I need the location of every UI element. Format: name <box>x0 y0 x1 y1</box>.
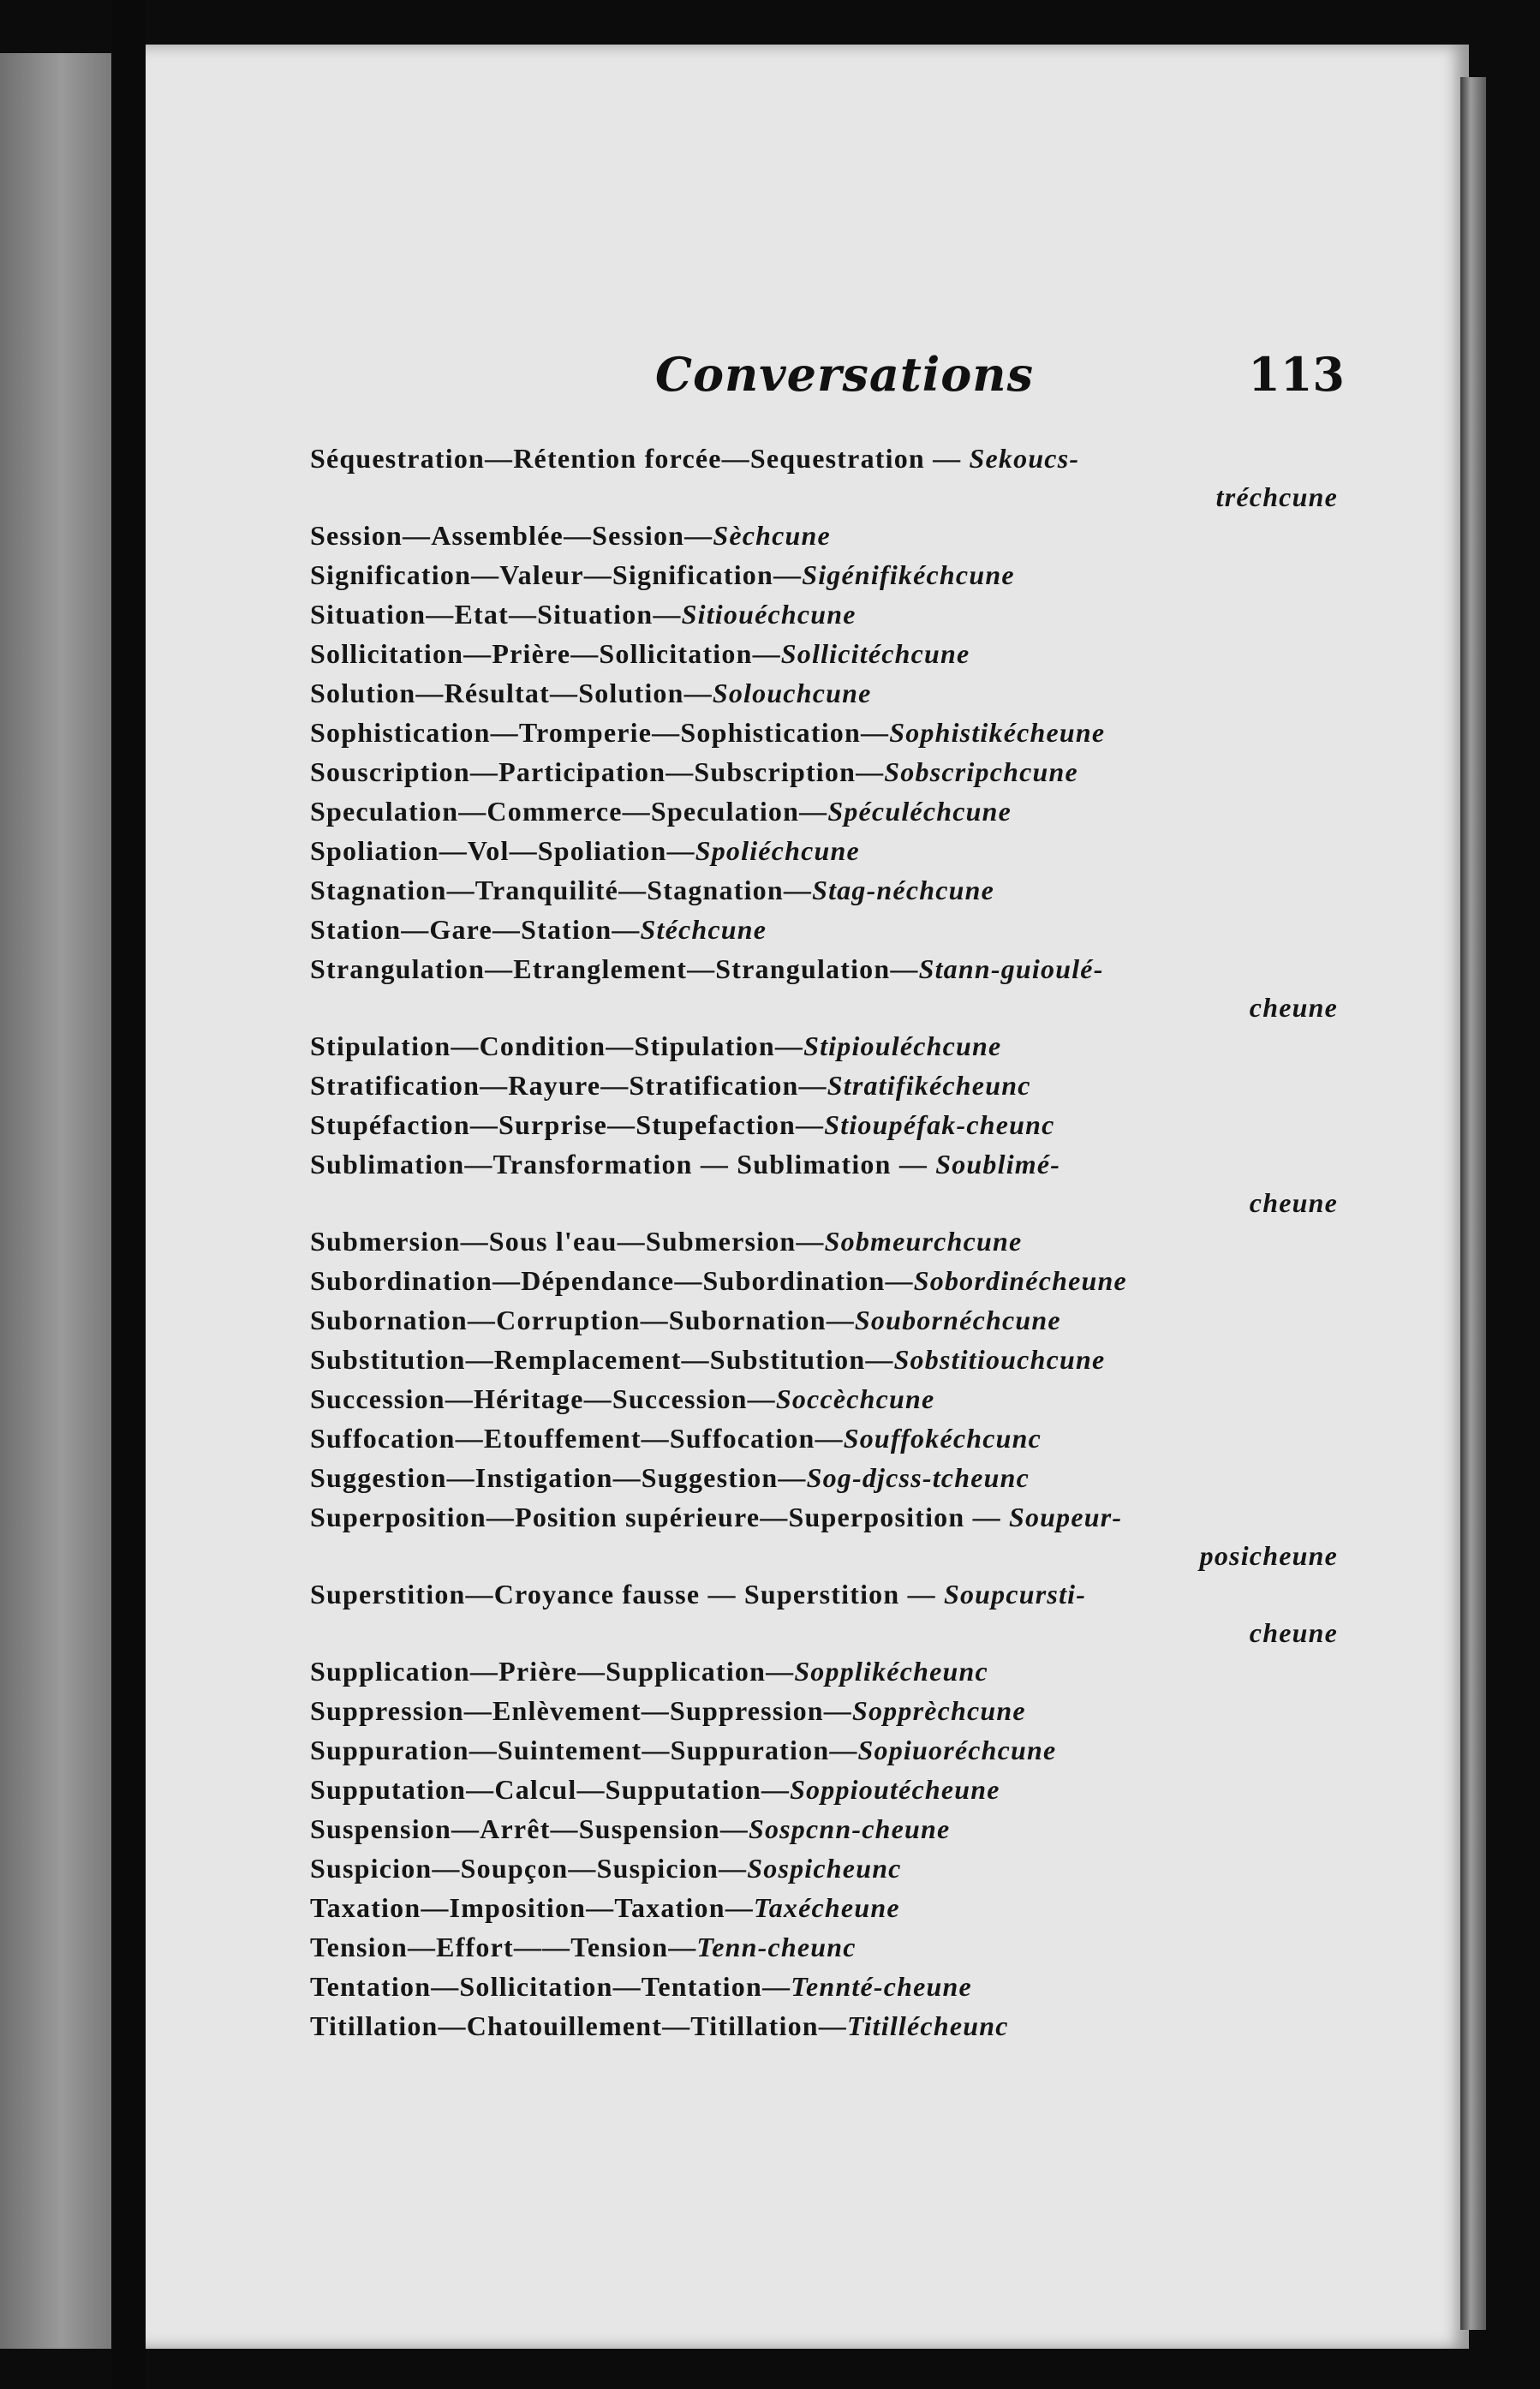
entry-terms: Substitution—Remplacement—Substitution— <box>310 1344 894 1375</box>
entry-terms: Taxation—Imposition—Taxation— <box>310 1892 754 1923</box>
entry-terms: Suffocation—Etouffement—Suffocation— <box>310 1423 844 1454</box>
entry-pronunciation: Solouchcune <box>712 678 872 708</box>
page-header <box>308 347 1345 415</box>
entry-pronunciation: Sitiouéchcune <box>681 599 857 630</box>
vocabulary-entry <box>310 831 1338 870</box>
entry-pronunciation: Stéchcune <box>640 914 767 945</box>
entry-pronunciation: Stag-néchcune <box>812 875 995 905</box>
vocabulary-entry <box>310 713 1338 752</box>
entry-terms: Superstition—Croyance fausse — Superstition — <box>310 1579 944 1610</box>
entry-terms: Solution—Résultat—Solution— <box>310 678 713 708</box>
vocabulary-entry <box>310 1927 1338 1967</box>
vocabulary-entry <box>310 1651 1338 1691</box>
entry-terms: Signification—Valeur—Signification— <box>310 559 803 590</box>
entry-pronunciation: Soppioutécheune <box>790 1774 1000 1805</box>
entry-pronunciation: Sobmeurchcune <box>824 1226 1023 1257</box>
entry-pronunciation: Stipiouléchcune <box>803 1030 1002 1061</box>
entry-terms: Spoliation—Vol—Spoliation— <box>310 835 695 866</box>
entry-pronunciation-continued: posicheune <box>1199 1540 1338 1571</box>
vocabulary-entry <box>310 673 1338 713</box>
entry-pronunciation: Spoliéchcune <box>695 835 860 866</box>
vocabulary-entry <box>310 791 1338 831</box>
entry-terms: Suspicion—Soupçon—Suspicion— <box>310 1853 748 1884</box>
entry-terms: Stipulation—Condition—Stipulation— <box>310 1030 804 1061</box>
vocabulary-entry <box>310 1967 1338 2006</box>
entry-terms: Sublimation—Transformation — Sublimation — <box>310 1149 936 1180</box>
entry-terms: Situation—Etat—Situation— <box>310 599 682 630</box>
vocabulary-entry <box>310 870 1338 910</box>
entry-pronunciation: Stratifikécheunc <box>827 1070 1031 1101</box>
entry-terms: Strangulation—Etranglement—Strangulation— <box>310 953 919 984</box>
entry-pronunciation: Soupcursti- <box>943 1579 1087 1610</box>
entry-terms: Subornation—Corruption—Subornation— <box>310 1305 855 1335</box>
entry-terms: Tension—Effort——Tension— <box>310 1932 697 1962</box>
entry-terms: Station—Gare—Station— <box>310 914 641 945</box>
entry-pronunciation: Stioupéfak-cheunc <box>824 1109 1055 1140</box>
entry-pronunciation: Sopprèchcune <box>851 1695 1026 1726</box>
entry-terms: Supputation—Calcul—Supputation— <box>310 1774 791 1805</box>
vocabulary-entry <box>310 1574 1338 1651</box>
page-stack-edge <box>1460 77 1486 2330</box>
entry-pronunciation-continued: cheune <box>1249 1617 1338 1648</box>
entry-pronunciation: Soublimé- <box>935 1149 1061 1180</box>
vocabulary-entry <box>310 1221 1338 1261</box>
vocabulary-entry <box>310 1066 1338 1105</box>
vocabulary-entry <box>310 1340 1338 1379</box>
entry-pronunciation: Sobscripchcune <box>884 756 1078 787</box>
entry-terms: Titillation—Chatouillement—Titillation— <box>310 2010 848 2041</box>
entry-terms: Superposition—Position supérieure—Superposition — <box>310 1502 1009 1532</box>
entry-terms: Subordination—Dépendance—Subordination— <box>310 1265 914 1296</box>
vocabulary-entry <box>310 1888 1338 1927</box>
entry-terms: Succession—Héritage—Succession— <box>310 1383 776 1414</box>
entry-pronunciation: Sopiuoréchcune <box>857 1735 1057 1765</box>
entry-pronunciation-continued: tréchcune <box>1215 481 1338 512</box>
entry-pronunciation: Soupeur- <box>1008 1502 1123 1532</box>
vocabulary-entry <box>310 910 1338 949</box>
entry-terms: Sophistication—Tromperie—Sophistication— <box>310 717 890 748</box>
entry-pronunciation: Sèchcune <box>713 520 831 551</box>
vocabulary-entry <box>310 1497 1338 1574</box>
entry-terms: Suggestion—Instigation—Suggestion— <box>310 1462 807 1493</box>
vocabulary-entry <box>310 1418 1338 1458</box>
entry-pronunciation: Sospcnn-cheune <box>748 1813 951 1844</box>
entry-terms: Stagnation—Tranquilité—Stagnation— <box>310 875 813 905</box>
vocabulary-entry <box>310 1458 1338 1497</box>
vocabulary-entry <box>310 1691 1338 1730</box>
entry-terms: Souscription—Participation—Subscription— <box>310 756 885 787</box>
entry-pronunciation-continued: cheune <box>1249 992 1338 1023</box>
vocabulary-entry <box>310 1379 1338 1418</box>
entry-terms: Sollicitation—Prière—Sollicitation— <box>310 638 781 669</box>
vocabulary-entry <box>310 1848 1338 1888</box>
vocabulary-entry <box>310 1770 1338 1809</box>
vocabulary-entry <box>310 1730 1338 1770</box>
entry-terms: Submersion—Sous l'eau—Submersion— <box>310 1226 825 1257</box>
entry-pronunciation: Soccèchcune <box>775 1383 935 1414</box>
vocabulary-entry <box>310 634 1338 673</box>
entry-pronunciation: Souffokéchcunc <box>843 1423 1042 1454</box>
entry-terms: Suppuration—Suintement—Suppuration— <box>310 1735 858 1765</box>
entry-pronunciation: Spéculéchcune <box>827 796 1012 827</box>
entry-pronunciation: Tenn-cheunc <box>696 1932 857 1962</box>
entry-pronunciation: Sollicitéchcune <box>780 638 970 669</box>
entry-pronunciation: Soubornéchcune <box>854 1305 1061 1335</box>
entry-terms: Séquestration—Rétention forcée—Sequestration — <box>310 443 970 474</box>
vocabulary-entry <box>310 439 1338 516</box>
entry-pronunciation: Sophistikécheune <box>889 717 1106 748</box>
vocabulary-entry <box>310 1809 1338 1848</box>
vocabulary-entry <box>310 2006 1338 2046</box>
entry-pronunciation: Titillécheunc <box>847 2010 1009 2041</box>
vocabulary-entry <box>310 555 1338 594</box>
entry-pronunciation: Sobordinécheune <box>913 1265 1127 1296</box>
vocabulary-entry <box>310 1026 1338 1066</box>
entry-pronunciation: Sospicheunc <box>747 1853 902 1884</box>
page-number: 113 <box>1248 347 1345 402</box>
entry-terms: Stupéfaction—Surprise—Stupefaction— <box>310 1109 825 1140</box>
entry-terms: Session—Assemblée—Session— <box>310 520 713 551</box>
entry-pronunciation: Sopplikécheunc <box>794 1656 988 1687</box>
entry-terms: Stratification—Rayure—Stratification— <box>310 1070 827 1101</box>
vocabulary-entry <box>310 949 1338 1026</box>
vocabulary-list <box>310 439 1338 2046</box>
vocabulary-entry <box>310 516 1338 555</box>
entry-pronunciation: Sekoucs- <box>969 443 1080 474</box>
entry-terms: Suspension—Arrêt—Suspension— <box>310 1813 749 1844</box>
entry-terms: Speculation—Commerce—Speculation— <box>310 796 828 827</box>
entry-pronunciation: Tennté-cheune <box>791 1971 972 2002</box>
vocabulary-entry <box>310 752 1338 791</box>
vocabulary-entry <box>310 1105 1338 1144</box>
vocabulary-entry <box>310 1261 1338 1300</box>
entry-pronunciation: Taxécheune <box>753 1892 900 1923</box>
binding-gutter <box>111 0 146 2389</box>
vocabulary-entry <box>310 1144 1338 1221</box>
entry-pronunciation: Sog-djcss-tcheunc <box>806 1462 1030 1493</box>
entry-terms: Supplication—Prière—Supplication— <box>310 1656 795 1687</box>
entry-pronunciation: Sigénifikéchcune <box>802 559 1015 590</box>
entry-pronunciation-continued: cheune <box>1249 1187 1338 1218</box>
entry-pronunciation: Stann-guioulé- <box>918 953 1104 984</box>
previous-page-edge <box>0 53 111 2349</box>
entry-terms: Tentation—Sollicitation—Tentation— <box>310 1971 791 2002</box>
running-title: Conversations <box>655 347 1034 402</box>
vocabulary-entry <box>310 1300 1338 1340</box>
entry-pronunciation: Sobstitiouchcune <box>893 1344 1106 1375</box>
vocabulary-entry <box>310 594 1338 634</box>
entry-terms: Suppression—Enlèvement—Suppression— <box>310 1695 852 1726</box>
